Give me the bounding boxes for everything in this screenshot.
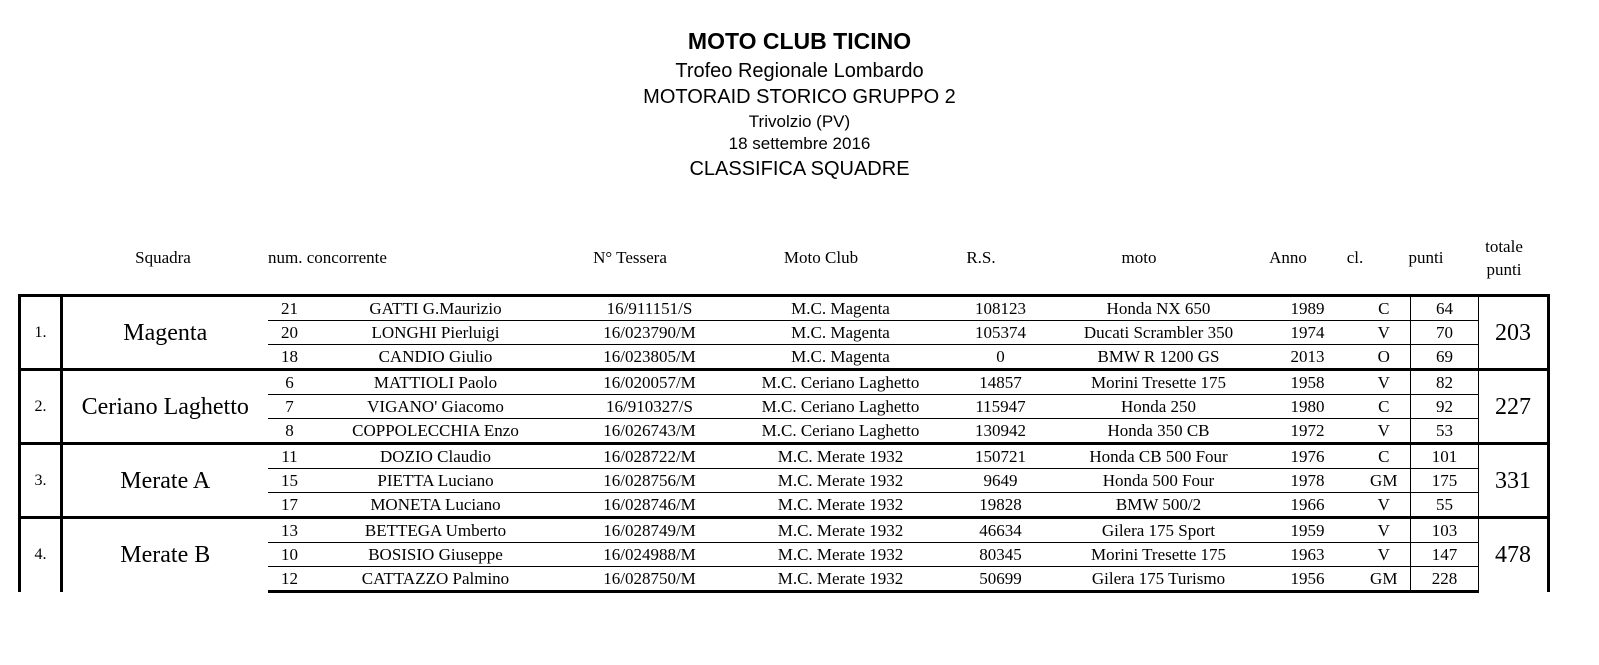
rider-moto: BMW R 1200 GS [1097,346,1220,366]
team-total-points: 227 [1479,370,1549,444]
team-name: Merate A [62,444,268,518]
rider-number: 10 [268,543,312,567]
rider-punti: 82 [1411,370,1479,395]
rider-anno: 1958 [1258,370,1358,395]
rider-anno: 1956 [1258,567,1358,592]
team-position: 3. [20,444,62,518]
col-header-num-concorrente: num. concorrente [268,248,387,267]
rider-number: 12 [268,567,312,592]
col-header-cl: cl. [1346,248,1364,267]
team-name: Magenta [62,296,268,370]
team-position: 1. [20,296,62,370]
rider-rs: 50699 [942,567,1060,592]
rider-tessera: 16/910327/S [560,395,740,419]
col-header-rs: R.S. [966,248,996,267]
rider-tessera: 16/028749/M [560,518,740,543]
rider-anno: 1963 [1258,543,1358,567]
rider-name: PIETTA Luciano [312,469,560,493]
rider-anno: 1959 [1258,518,1358,543]
rider-rs: 9649 [942,469,1060,493]
rider-moto: Morini Tresette 175 [1060,370,1258,395]
rider-class: V [1377,494,1390,514]
rider-name: GATTI G.Maurizio [312,296,560,321]
rider-tessera: 16/028750/M [560,567,740,592]
rider-tessera: 16/028756/M [560,469,740,493]
team-position: 4. [20,518,62,592]
rider-class: GM [1358,567,1411,592]
rider-class: C [1358,395,1411,419]
team-name: Ceriano Laghetto [62,370,268,444]
rider-number: 21 [268,296,312,321]
rider-punti: 175 [1411,469,1479,493]
rider-anno: 1972 [1290,420,1325,440]
rider-moto-club: M.C. Merate 1932 [740,518,942,543]
event-date: 18 settembre 2016 [728,134,871,153]
rider-rs: 115947 [942,395,1060,419]
rider-moto: Honda NX 650 [1060,296,1258,321]
rider-tessera: 16/028746/M [603,494,696,514]
rider-class: V [1358,370,1411,395]
rider-name: MONETA Luciano [370,494,501,514]
rider-class: GM [1358,469,1411,493]
rider-rs: 150721 [942,444,1060,469]
rider-tessera: 16/020057/M [560,370,740,395]
rider-number: 17 [281,494,298,514]
table-row [20,370,1549,395]
rider-class: O [1377,346,1390,366]
rider-moto-club: M.C. Ceriano Laghetto [740,370,942,395]
rider-rs: 80345 [942,543,1060,567]
rider-moto: Honda CB 500 Four [1060,444,1258,469]
rider-number: 11 [268,444,312,469]
rider-anno: 1980 [1258,395,1358,419]
rider-moto-club: M.C. Merate 1932 [740,444,942,469]
rider-rs: 46634 [942,518,1060,543]
rider-punti: 147 [1411,543,1479,567]
rider-moto-club: M.C. Merate 1932 [740,543,942,567]
rider-class: V [1358,543,1411,567]
team-name: Merate B [62,518,268,592]
rider-punti: 53 [1411,419,1479,444]
team-total-points: 331 [1479,444,1549,518]
rider-punti: 70 [1411,321,1479,345]
col-header-punti: punti [1408,248,1444,267]
rider-name: COPPOLECCHIA Enzo [352,420,519,440]
rider-name: BETTEGA Umberto [312,518,560,543]
table-row [20,296,1549,321]
rider-anno: 1974 [1258,321,1358,345]
rider-class: C [1358,444,1411,469]
rider-name: VIGANO' Giacomo [312,395,560,419]
rider-number: 18 [281,346,298,366]
rider-moto: Honda 350 CB [1107,420,1210,440]
rider-tessera: 16/911151/S [560,296,740,321]
totale-line-1: totale [1485,237,1523,256]
col-header-tessera: N° Tessera [593,248,667,267]
rider-anno: 1976 [1258,444,1358,469]
rider-tessera: 16/023805/M [603,346,696,366]
rider-moto-club: M.C. Merate 1932 [777,494,904,514]
rider-name: LONGHI Pierluigi [312,321,560,345]
team-total-points: 478 [1479,518,1549,592]
rider-anno: 2013 [1290,346,1325,366]
rider-tessera: 16/024988/M [560,543,740,567]
totale-line-2: punti [1486,260,1522,279]
rider-number: 15 [268,469,312,493]
team-ranking-table [18,294,1550,593]
rider-moto: Honda 250 [1060,395,1258,419]
rider-punti: 101 [1411,444,1479,469]
rider-punti: 64 [1411,296,1479,321]
ranking-title: CLASSIFICA SQUADRE [689,158,910,180]
col-header-anno: Anno [1269,248,1307,267]
table-row [20,518,1549,543]
rider-moto: Ducati Scrambler 350 [1060,321,1258,345]
rider-moto-club: M.C. Merate 1932 [740,567,942,592]
rider-anno: 1978 [1258,469,1358,493]
rider-class: C [1358,296,1411,321]
rider-name: DOZIO Claudio [312,444,560,469]
rider-name: CATTAZZO Palmino [312,567,560,592]
rider-punti: 103 [1411,518,1479,543]
club-title: MOTO CLUB TICINO [687,28,912,54]
rider-name: BOSISIO Giuseppe [312,543,560,567]
col-header-squadra: Squadra [135,248,191,267]
team-position: 2. [20,370,62,444]
rider-rs: 0 [996,346,1005,366]
col-header-totale-punti [1460,235,1548,281]
rider-punti: 69 [1411,345,1479,370]
rider-anno: 1966 [1290,494,1325,514]
rider-name: MATTIOLI Paolo [312,370,560,395]
rider-moto-club: M.C. Ceriano Laghetto [761,420,920,440]
rider-anno: 1989 [1258,296,1358,321]
col-header-moto-club: Moto Club [783,248,859,267]
rider-class: V [1358,321,1411,345]
rider-class: V [1377,420,1390,440]
table-body [20,296,1549,592]
rider-number: 7 [268,395,312,419]
rider-punti: 92 [1411,395,1479,419]
trophy-title: Trofeo Regionale Lombardo [675,60,924,82]
rider-moto-club: M.C. Magenta [740,296,942,321]
rider-moto: Honda 500 Four [1060,469,1258,493]
rider-name: CANDIO Giulio [378,346,493,366]
event-title: MOTORAID STORICO GRUPPO 2 [643,86,956,108]
rider-tessera: 16/026743/M [603,420,696,440]
rider-rs: 108123 [942,296,1060,321]
rider-punti: 228 [1411,567,1479,592]
rider-number: 8 [285,420,294,440]
rider-moto-club: M.C. Ceriano Laghetto [740,395,942,419]
rider-number: 6 [268,370,312,395]
team-total-points: 203 [1479,296,1549,370]
rider-tessera: 16/028722/M [560,444,740,469]
rider-moto-club: M.C. Merate 1932 [740,469,942,493]
col-header-moto: moto [1121,248,1157,267]
rider-rs: 19828 [979,494,1022,514]
rider-class: V [1358,518,1411,543]
rider-punti: 55 [1411,493,1479,518]
rider-tessera: 16/023790/M [560,321,740,345]
rider-moto: Gilera 175 Sport [1060,518,1258,543]
rider-rs: 14857 [942,370,1060,395]
rider-rs: 105374 [942,321,1060,345]
rider-number: 20 [268,321,312,345]
rider-rs: 130942 [975,420,1026,440]
rider-moto: Morini Tresette 175 [1060,543,1258,567]
event-place: Trivolzio (PV) [748,112,851,131]
rider-number: 13 [268,518,312,543]
rider-moto-club: M.C. Magenta [740,321,942,345]
rider-moto: BMW 500/2 [1115,494,1202,514]
rider-moto-club: M.C. Magenta [791,346,890,366]
table-row [20,444,1549,469]
rider-moto: Gilera 175 Turismo [1060,567,1258,592]
